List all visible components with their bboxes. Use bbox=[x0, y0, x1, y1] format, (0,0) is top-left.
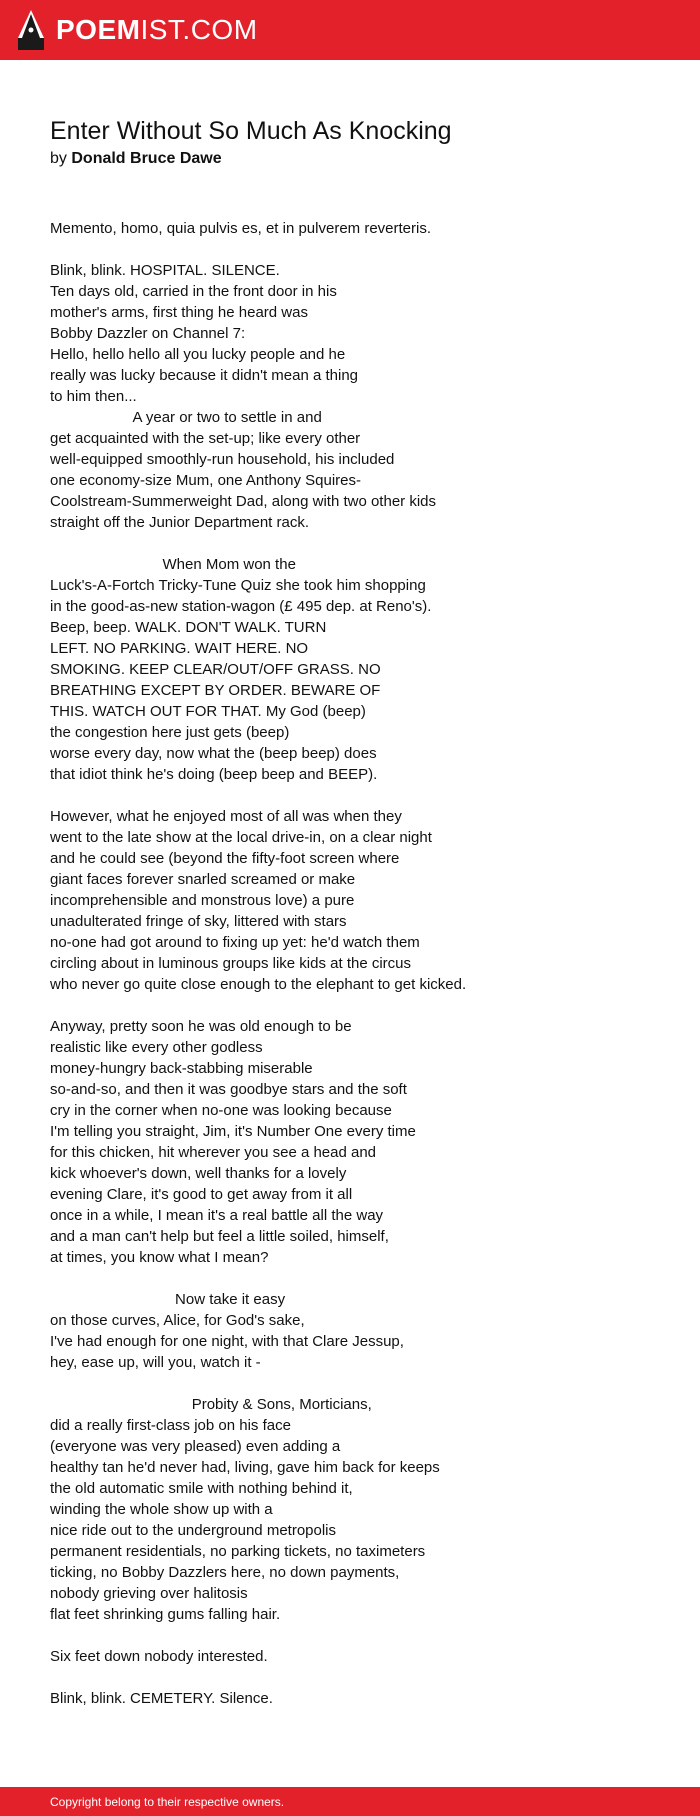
poem-line: Luck's-A-Fortch Tricky-Tune Quiz she took him shopping bbox=[50, 577, 426, 594]
site-logo[interactable] bbox=[18, 10, 258, 50]
poem-line: unadulterated fringe of sky, littered with stars bbox=[50, 913, 347, 930]
poem-line: SMOKING. KEEP CLEAR/OUT/OFF GRASS. NO bbox=[50, 661, 381, 678]
poem-line: (everyone was very pleased) even adding a bbox=[50, 1438, 341, 1455]
poem-line: hey, ease up, will you, watch it - bbox=[50, 1354, 261, 1371]
logo-wordmark-light: IST.COM bbox=[140, 14, 258, 45]
site-footer bbox=[0, 1787, 700, 1816]
poem-line: circling about in luminous groups like kids at the circus bbox=[50, 955, 412, 972]
logo-wordmark-bold: POEM bbox=[56, 14, 141, 45]
poem-line: the old automatic smile with nothing behind it, bbox=[50, 1480, 353, 1497]
poem-line: no-one had got around to fixing up yet: he'd watch them bbox=[50, 934, 420, 951]
poem-line bbox=[50, 1373, 670, 1394]
poem-line: winding the whole show up with a bbox=[50, 1501, 273, 1518]
poem-line: did a really first-class job on his face bbox=[50, 1417, 291, 1434]
poem-line: on those curves, Alice, for God's sake, bbox=[50, 1312, 305, 1329]
poem-body bbox=[50, 218, 670, 1709]
poem-line: Now take it easy bbox=[50, 1291, 286, 1308]
poem-line: well-equipped smoothly-run household, his included bbox=[50, 451, 395, 468]
poem-line: realistic like every other godless bbox=[50, 1039, 263, 1056]
poem-line: who never go quite close enough to the elephant to get kicked. bbox=[50, 976, 467, 993]
poem-line: I'm telling you straight, Jim, it's Number One every time bbox=[50, 1123, 416, 1140]
poem-line: BREATHING EXCEPT BY ORDER. BEWARE OF bbox=[50, 682, 381, 699]
poem-line: THIS. WATCH OUT FOR THAT. My God (beep) bbox=[50, 703, 366, 720]
poem-line: Coolstream-Summerweight Dad, along with two other kids bbox=[50, 493, 436, 510]
poem-line: one economy-size Mum, one Anthony Squires- bbox=[50, 472, 361, 489]
poem-line: money-hungry back-stabbing miserable bbox=[50, 1060, 313, 1077]
poem-line bbox=[50, 995, 670, 1016]
poem-line bbox=[50, 785, 670, 806]
poem-line: Bobby Dazzler on Channel 7: bbox=[50, 325, 246, 342]
poem-line: I've had enough for one night, with that Clare Jessup, bbox=[50, 1333, 404, 1350]
poem-line: went to the late show at the local drive-in, on a clear night bbox=[50, 829, 432, 846]
poem-line: incomprehensible and monstrous love) a pure bbox=[50, 892, 355, 909]
poem-line: straight off the Junior Department rack. bbox=[50, 514, 310, 531]
poem-line: healthy tan he'd never had, living, gave him back for keeps bbox=[50, 1459, 440, 1476]
poem-line: kick whoever's down, well thanks for a lovely bbox=[50, 1165, 347, 1182]
poem-line: evening Clare, it's good to get away from it all bbox=[50, 1186, 353, 1203]
poem-line bbox=[50, 1625, 670, 1646]
poem-title: Enter Without So Much As Knocking bbox=[50, 117, 452, 145]
poem-line: When Mom won the bbox=[50, 556, 296, 573]
poem-line: Memento, homo, quia pulvis es, et in pulverem reverteris. bbox=[50, 220, 431, 237]
poem-line: Beep, beep. WALK. DON'T WALK. TURN bbox=[50, 619, 327, 636]
poem-line: mother's arms, first thing he heard was bbox=[50, 304, 308, 321]
poem-line bbox=[50, 239, 670, 260]
poem-line: nice ride out to the underground metropolis bbox=[50, 1522, 337, 1539]
poem-line bbox=[50, 1268, 670, 1289]
poem-line: to him then... bbox=[50, 388, 137, 405]
poem-line: really was lucky because it didn't mean a thing bbox=[50, 367, 359, 384]
poem-line: However, what he enjoyed most of all was when they bbox=[50, 808, 402, 825]
poem-line: get acquainted with the set-up; like every other bbox=[50, 430, 361, 447]
site-logo-text bbox=[56, 10, 258, 50]
author-link[interactable]: Donald Bruce Dawe bbox=[71, 150, 222, 167]
poem-line: LEFT. NO PARKING. WAIT HERE. NO bbox=[50, 640, 309, 657]
poem-line: for this chicken, hit wherever you see a head and bbox=[50, 1144, 377, 1161]
poem-byline bbox=[50, 148, 222, 170]
poem-line: at times, you know what I mean? bbox=[50, 1249, 269, 1266]
by-label: by bbox=[50, 150, 67, 167]
poem-line: ticking, no Bobby Dazzlers here, no down payments, bbox=[50, 1564, 400, 1581]
poem-line: the congestion here just gets (beep) bbox=[50, 724, 290, 741]
pen-nib-icon bbox=[18, 10, 44, 50]
site-header bbox=[0, 0, 700, 60]
poem-line: Six feet down nobody interested. bbox=[50, 1648, 268, 1665]
poem-line: permanent residentials, no parking tickets, no taximeters bbox=[50, 1543, 426, 1560]
poem-line: Blink, blink. CEMETERY. Silence. bbox=[50, 1690, 273, 1707]
poem-line: so-and-so, and then it was goodbye stars and the soft bbox=[50, 1081, 407, 1098]
poem-line: Ten days old, carried in the front door in his bbox=[50, 283, 337, 300]
poem-line: and a man can't help but feel a little soiled, himself, bbox=[50, 1228, 389, 1245]
poem-line: once in a while, I mean it's a real battle all the way bbox=[50, 1207, 384, 1224]
poem-line: cry in the corner when no-one was looking because bbox=[50, 1102, 392, 1119]
poem-line: Hello, hello hello all you lucky people and he bbox=[50, 346, 346, 363]
poem-line bbox=[50, 1667, 670, 1688]
poem-line: A year or two to settle in and bbox=[50, 409, 322, 426]
poem-line: Probity & Sons, Morticians, bbox=[50, 1396, 372, 1413]
poem-line: Anyway, pretty soon he was old enough to be bbox=[50, 1018, 352, 1035]
poem-line: worse every day, now what the (beep beep) does bbox=[50, 745, 377, 762]
poem-line bbox=[50, 533, 670, 554]
poem-line: nobody grieving over halitosis bbox=[50, 1585, 248, 1602]
poem-line: in the good-as-new station-wagon (£ 495 dep. at Reno's). bbox=[50, 598, 432, 615]
poem-line: Blink, blink. HOSPITAL. SILENCE. bbox=[50, 262, 280, 279]
poem-line: giant faces forever snarled screamed or make bbox=[50, 871, 356, 888]
footer-copyright: Copyright belong to their respective owners. bbox=[50, 1795, 285, 1809]
poem-line: and he could see (beyond the fifty-foot screen where bbox=[50, 850, 400, 867]
poem-line: flat feet shrinking gums falling hair. bbox=[50, 1606, 281, 1623]
poem-line: that idiot think he's doing (beep beep and BEEP). bbox=[50, 766, 378, 783]
